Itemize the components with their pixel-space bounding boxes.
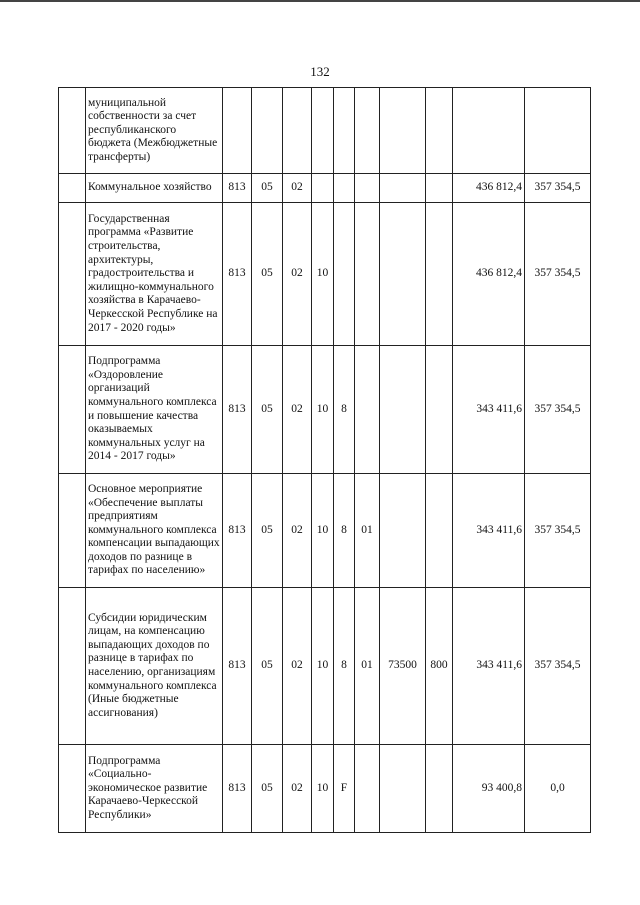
subprogram-code-cell [334,203,355,346]
event-code-cell [355,745,380,833]
amount-2-cell: 357 354,5 [525,474,591,588]
event-code-cell [355,346,380,474]
event-code-cell [355,203,380,346]
table-row [59,203,591,346]
section-code-cell [252,88,283,174]
program-code-cell: 10 [312,588,334,745]
direction-code-cell [380,203,426,346]
expense-type-cell [426,174,453,203]
event-code-cell [355,174,380,203]
program-code-cell [312,88,334,174]
subsection-code-cell: 02 [283,346,312,474]
amount-2-cell: 357 354,5 [525,203,591,346]
amount-1-cell: 343 411,6 [453,474,525,588]
amount-1-cell [453,88,525,174]
expense-type-cell [426,203,453,346]
subprogram-code-cell: 8 [334,474,355,588]
expense-type-cell [426,474,453,588]
row-name-cell: Субсидии юридическим лицам, на компенсацию выпадающих доходов по разнице в тарифах по населению, организациям коммунального комплекса (Иные бюджетные ассигнования) [86,588,223,745]
table-row [59,474,591,588]
direction-code-cell [380,88,426,174]
amount-1-cell: 343 411,6 [453,346,525,474]
row-name-cell: муниципальной собственности за счет республиканского бюджета (Межбюджетные трансферты) [86,88,223,174]
row-number-cell [59,88,86,174]
section-code-cell: 05 [252,588,283,745]
section-code-cell: 05 [252,745,283,833]
ministry-code-cell: 813 [223,474,252,588]
section-code-cell: 05 [252,346,283,474]
event-code-cell: 01 [355,588,380,745]
subprogram-code-cell: F [334,745,355,833]
event-code-cell [355,88,380,174]
ministry-code-cell: 813 [223,203,252,346]
ministry-code-cell [223,88,252,174]
table-row [59,588,591,745]
program-code-cell [312,174,334,203]
direction-code-cell [380,346,426,474]
program-code-cell: 10 [312,745,334,833]
table-row [59,745,591,833]
subsection-code-cell: 02 [283,174,312,203]
expense-type-cell: 800 [426,588,453,745]
row-number-cell [59,203,86,346]
amount-1-cell: 343 411,6 [453,588,525,745]
direction-code-cell [380,474,426,588]
amount-1-cell: 436 812,4 [453,203,525,346]
page-number: 132 [310,64,330,79]
subprogram-code-cell [334,174,355,203]
direction-code-cell [380,174,426,203]
section-code-cell: 05 [252,174,283,203]
subsection-code-cell: 02 [283,588,312,745]
row-name-cell: Основное мероприятие «Обеспечение выплаты предприятиям коммунального комплекса компенсации выпадающих доходов по разнице в тарифах по населению» [86,474,223,588]
row-number-cell [59,588,86,745]
row-name-cell: Подпрограмма «Социально-экономическое развитие Карачаево-Черкесской Республики» [86,745,223,833]
row-number-cell [59,745,86,833]
program-code-cell: 10 [312,346,334,474]
expense-type-cell [426,346,453,474]
subsection-code-cell: 02 [283,203,312,346]
section-code-cell: 05 [252,474,283,588]
section-code-cell: 05 [252,203,283,346]
table-row [59,346,591,474]
amount-2-cell: 0,0 [525,745,591,833]
row-name-cell: Коммунальное хозяйство [86,174,223,203]
program-code-cell: 10 [312,203,334,346]
row-number-cell [59,346,86,474]
subprogram-code-cell [334,88,355,174]
expense-type-cell [426,88,453,174]
budget-table [58,87,591,833]
direction-code-cell [380,745,426,833]
ministry-code-cell: 813 [223,588,252,745]
subsection-code-cell: 02 [283,474,312,588]
ministry-code-cell: 813 [223,346,252,474]
table-row [59,88,591,174]
amount-1-cell: 436 812,4 [453,174,525,203]
amount-2-cell: 357 354,5 [525,346,591,474]
page-top-border [0,0,640,2]
amount-2-cell: 357 354,5 [525,174,591,203]
amount-2-cell: 357 354,5 [525,588,591,745]
direction-code-cell: 73500 [380,588,426,745]
subprogram-code-cell: 8 [334,346,355,474]
table-row [59,174,591,203]
amount-2-cell [525,88,591,174]
subsection-code-cell: 02 [283,745,312,833]
row-name-cell: Государственная программа «Развитие строительства, архитектуры, градостроительства и жилищно-коммунального хозяйства в Карачаево-Черкесской Республике на 2017 - 2020 годы» [86,203,223,346]
ministry-code-cell: 813 [223,745,252,833]
row-number-cell [59,174,86,203]
row-name-cell: Подпрограмма «Оздоровление организаций коммунального комплекса и повышение качества оказываемых коммунальных услуг на 2014 - 2017 годы» [86,346,223,474]
subsection-code-cell [283,88,312,174]
subprogram-code-cell: 8 [334,588,355,745]
expense-type-cell [426,745,453,833]
row-number-cell [59,474,86,588]
amount-1-cell: 93 400,8 [453,745,525,833]
program-code-cell: 10 [312,474,334,588]
ministry-code-cell: 813 [223,174,252,203]
event-code-cell: 01 [355,474,380,588]
